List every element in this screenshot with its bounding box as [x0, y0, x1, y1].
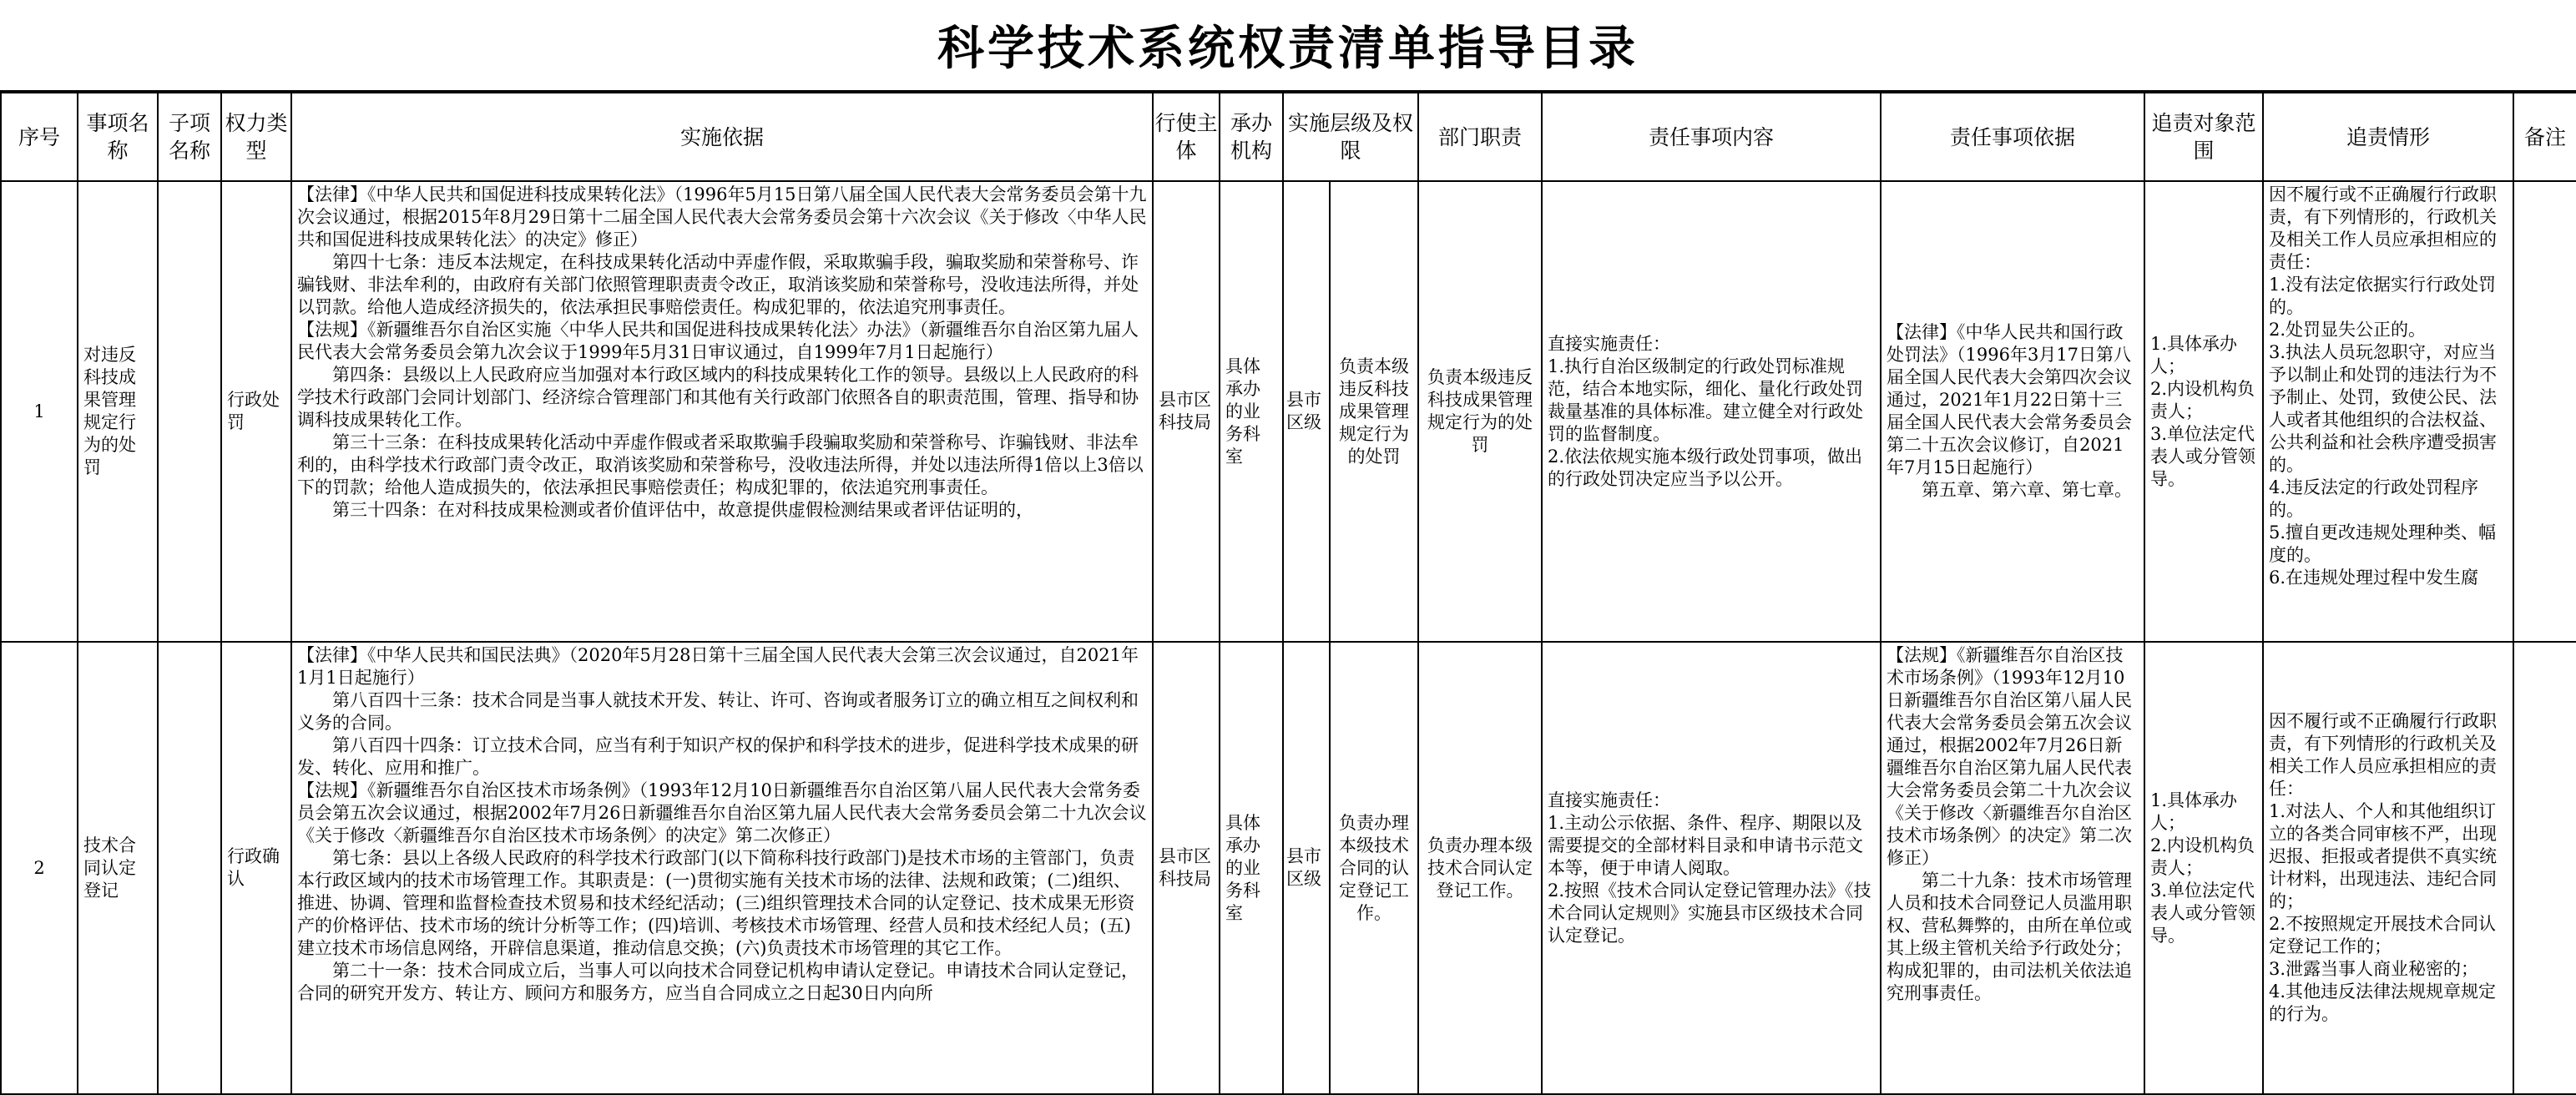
header-dept-duty: 部门职责: [1418, 93, 1542, 181]
header-circumstance: 追责情形: [2263, 93, 2513, 181]
row-dept-duty: 负责办理本级技术合同认定登记工作。: [1427, 835, 1533, 901]
row-item-name: 对违反科技成果管理规定行为的处罚: [83, 345, 136, 477]
row-remark: [2514, 643, 2576, 1093]
row-subject: 县市区科技局: [1159, 390, 1211, 432]
header-item-name: 事项名称: [78, 93, 158, 181]
title-bar: [0, 0, 2576, 92]
row-agency: 具体承办的业务科室: [1225, 356, 1260, 467]
header-target: 追责对象范围: [2144, 93, 2263, 181]
header-resp-content: 责任事项内容: [1542, 93, 1881, 181]
row-sub-item-name: [159, 643, 220, 1093]
header-seq: 序号: [1, 93, 78, 181]
row-resp-content: 直接实施责任： 1.执行自治区级制定的行政处罚标准规范，结合本地实际，细化、量化行政处罚裁量基准的具体标准。建立健全对行政处罚的监督制度。 2.依法依规实施本级行政处罚事项，做出的行政处罚决定应当予以公开。: [1548, 333, 1864, 489]
row-dept-duty: 负责本级违反科技成果管理规定行为的处罚: [1427, 367, 1533, 455]
row-power-type: 行政确认: [227, 846, 280, 889]
row-level-b: 负责本级违反科技成果管理规定行为的处罚: [1339, 356, 1409, 467]
table-row: [1, 181, 2576, 642]
row-seq: 1: [33, 401, 45, 421]
header-resp-basis: 责任事项依据: [1881, 93, 2144, 181]
row-remark: [2514, 182, 2576, 641]
row-circumstance: 因不履行或不正确履行行政职责，有下列情形的，行政机关及相关工作人员应承担相应的责任： 1.没有法定依据实行行政处罚的。 2.处罚显失公正的。 3.执法人员玩忽职守，对应当予以制止和处罚的违法行为不予制止、处罚，致使公民、法人或者其他组织的合法权益、公共利益和社会秩序遭受损害的。 4.违反法定的行政处罚程序的。 5.擅自更改违规处理种类、幅度的。 6.在违规处理过程中发生腐: [2269, 184, 2498, 588]
row-item-name: 技术合同认定登记: [83, 835, 136, 901]
header-remark: 备注: [2513, 93, 2576, 181]
row-resp-basis: 【法规】《新疆维吾尔自治区技术市场条例》（1993年12月10日新疆维吾尔自治区第八届人民代表大会常务委员会第五次会议通过，根据2002年7月26日新疆维吾尔自治区第九届人民代表大会常务委员会第二十九次会议《关于修改〈新疆维吾尔自治区技术市场条例〉的决定》第二次修正） 第二十九条：技术市场管理人员和技术合同登记人员滥用职权、营私舞弊的，由所在单位或其上级主管机关给予行政处分；构成犯罪的，由司法机关依法追究刑事责任。: [1887, 645, 2133, 1003]
row-target: 1.具体承办人； 2.内设机构负责人； 3.单位法定代表人或分管领导。: [2150, 790, 2256, 946]
row-level-a: 县市区级: [1286, 846, 1321, 889]
row-subject: 县市区科技局: [1159, 846, 1211, 889]
header-level: 实施层级及权限: [1283, 93, 1418, 181]
header-agency: 承办机构: [1220, 93, 1283, 181]
row-target: 1.具体承办人； 2.内设机构负责人； 3.单位法定代表人或分管领导。: [2150, 333, 2256, 489]
row-agency: 具体承办的业务科室: [1225, 812, 1260, 923]
row-basis: 【法律】《中华人民共和国民法典》（2020年5月28日第十三届全国人民代表大会第三次会议通过，自2021年1月1日起施行） 第八百四十三条：技术合同是当事人就技术开发、转让、许可、咨询或者服务订立的确立相互之间权利和义务的合同。 第八百四十四条：订立技术合同，应当有利于知识产权的保护和科学技术的进步，促进科学技术成果的研发、转化、应用和推广。 【法规】《新疆维吾尔自治区技术市场条例》（1993年12月10日新疆维吾尔自治区第八届人民代表大会常务委员会第五次会议通过，根据2002年7月26日新疆维吾尔自治区第九届人民代表大会常务委员会第二十九次会议《关于修改〈新疆维吾尔自治区技术市场条例〉的决定》第二次修正） 第七条：县以上各级人民政府的科学技术行政部门(以下简称科技行政部门)是技术市场的主管部门，负责本行政区域内的技术市场管理工作。其职责是：(一)贯彻实施有关技术市场的法律、法规和政策；(二)组织、推进、协调、管理和监督检查技术贸易和技术经纪活动；(三)组织管理技术合同的认定登记、技术成果无形资产的价格评估、技术市场的统计分析等工作；(四)培训、考核技术市场管理、经营人员和技术经纪人员；(五)建立技术市场信息网络，开辟信息渠道，推动信息交换；(六)负责技术市场管理的其它工作。 第二十一条：技术合同成立后，当事人可以向技术合同登记机构申请认定登记。申请技术合同认定登记，合同的研究开发方、转让方、顾问方和服务方，应当自合同成立之日起30日内向所: [297, 645, 1147, 1003]
header-row: [1, 93, 2576, 181]
table-row: [1, 642, 2576, 1094]
header-basis: 实施依据: [291, 93, 1153, 181]
row-level-b: 负责办理本级技术合同的认定登记工作。: [1339, 812, 1409, 923]
row-power-type: 行政处罚: [227, 390, 280, 432]
row-level-a: 县市区级: [1286, 390, 1321, 432]
row-sub-item-name: [159, 182, 220, 641]
header-subject: 行使主体: [1153, 93, 1220, 181]
header-power-type: 权力类型: [221, 93, 291, 181]
row-circumstance: 因不履行或不正确履行行政职责，有下列情形的行政机关及相关工作人员应承担相应的责任： 1.对法人、个人和其他组织订立的各类合同审核不严，出现迟报、拒报或者提供不真实统计材料，出现违法、违纪合同的； 2.不按照规定开展技术合同认定登记工作的； 3.泄露当事人商业秘密的； 4.其他违反法律法规规章规定的行为。: [2269, 711, 2498, 1024]
header-sub-item-name: 子项名称: [158, 93, 221, 181]
row-resp-content: 直接实施责任： 1.主动公示依据、条件、程序、期限以及需要提交的全部材料目录和申请书示范文本等，便于申请人阅取。 2.按照《技术合同认定登记管理办法》《技术合同认定规则》实施县市区级技术合同认定登记。: [1548, 790, 1871, 946]
row-basis: 【法律】《中华人民共和国促进科技成果转化法》（1996年5月15日第八届全国人民代表大会常务委员会第十九次会议通过，根据2015年8月29日第十二届全国人民代表大会常务委员会第十六次会议《关于修改〈中华人民共和国促进科技成果转化法〉的决定》修正） 第四十七条：违反本法规定，在科技成果转化活动中弄虚作假，采取欺骗手段，骗取奖励和荣誉称号、诈骗钱财、非法牟利的，由政府有关部门依照管理职责责令改正，取消该奖励和荣誉称号，没收违法所得，并处以罚款。给他人造成经济损失的，依法承担民事赔偿责任。构成犯罪的，依法追究刑事责任。 【法规】《新疆维吾尔自治区实施〈中华人民共和国促进科技成果转化法〉办法》（新疆维吾尔自治区第九届人民代表大会常务委员会第九次会议于1999年5月31日审议通过，自1999年7月1日起施行） 第四条：县级以上人民政府应当加强对本行政区域内的科技成果转化工作的领导。县级以上人民政府的科学技术行政部门会同计划部门、经济综合管理部门和其他有关行政部门依照各自的职责范围，管理、指导和协调科技成果转化工作。 第三十三条：在科技成果转化活动中弄虚作假或者采取欺骗手段骗取奖励和荣誉称号、诈骗钱财、非法牟利的，由科学技术行政部门责令改正，取消该奖励和荣誉称号，没收违法所得，并处以违法所得1倍以上3倍以下的罚款；给他人造成损失的，依法承担民事赔偿责任；构成犯罪的，依法追究刑事责任。 第三十四条：在对科技成果检测或者价值评估中，故意提供虚假检测结果或者评估证明的，: [297, 184, 1147, 520]
page-title: 科学技术系统权责清单指导目录: [937, 22, 1639, 76]
row-seq: 2: [33, 857, 45, 878]
row-resp-basis: 【法律】《中华人民共和国行政处罚法》（1996年3月17日第八届全国人民代表大会第四次会议通过，2021年1月22日第十三届全国人民代表大会常务委员会第二十五次会议修订，自2021年7月15日起施行） 第五章、第六章、第七章。: [1887, 322, 2133, 500]
power-list-table: [0, 92, 2576, 1095]
